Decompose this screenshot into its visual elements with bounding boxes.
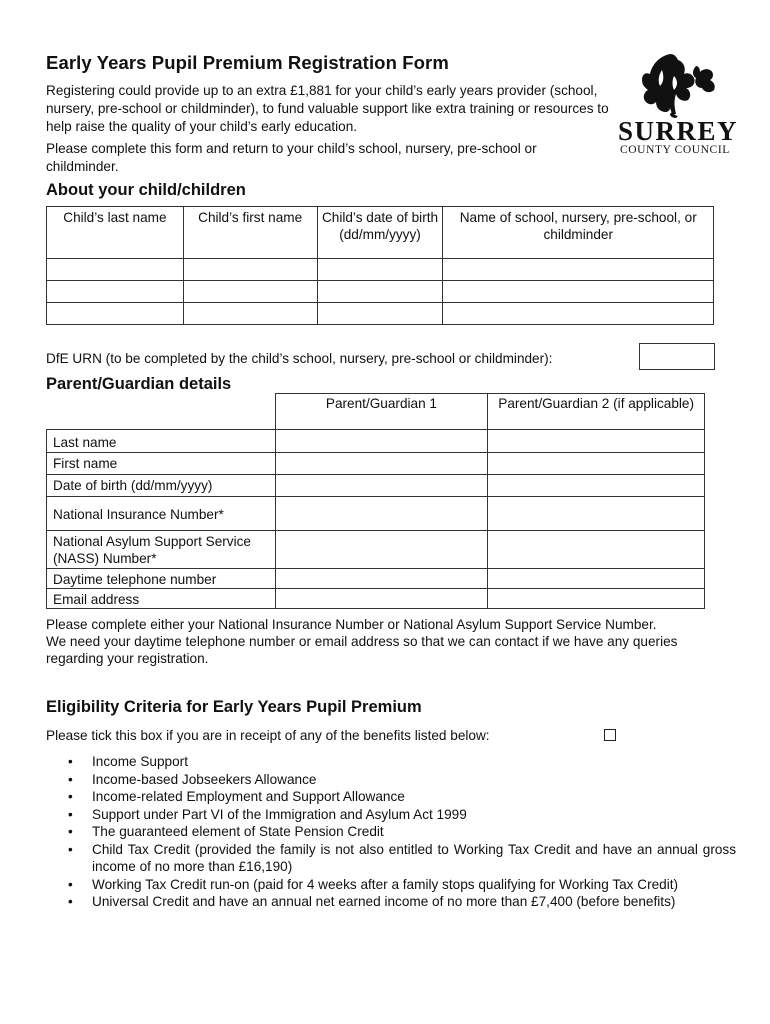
column-header: Child’s last name [47, 207, 184, 259]
list-item: • The guaranteed element of State Pension Credit [46, 823, 736, 841]
benefits-checkbox[interactable] [604, 729, 616, 741]
list-item: • Child Tax Credit (provided the family is not also entitled to Working Tax Credit and have an annual gross income of no more than £16,190) [46, 841, 736, 876]
page-title: Early Years Pupil Premium Registration Form [46, 52, 449, 73]
parent1-email-field[interactable] [275, 589, 488, 609]
child-first-name-field[interactable] [183, 281, 317, 303]
list-item: • Working Tax Credit run-on (paid for 4 weeks after a family stops qualifying for Working Tax Credit) [46, 876, 736, 894]
parent-table-header [47, 394, 705, 430]
row-label: Date of birth (dd/mm/yyyy) [47, 475, 276, 497]
eligibility-heading: Eligibility Criteria for Early Years Pupil Premium [46, 698, 422, 716]
child-provider-field[interactable] [443, 259, 714, 281]
table-row [47, 303, 714, 325]
parent2-first-name-field[interactable] [488, 453, 705, 475]
table-row [47, 569, 705, 589]
list-item: • Support under Part VI of the Immigration and Asylum Act 1999 [46, 806, 736, 824]
table-row [47, 589, 705, 609]
column-header: Name of school, nursery, pre-school, or childminder [443, 207, 714, 259]
table-row [47, 453, 705, 475]
parent2-dob-field[interactable] [488, 475, 705, 497]
parent1-nass-number-field[interactable] [275, 531, 488, 569]
row-label: National Insurance Number* [47, 497, 276, 531]
list-item: • Income-based Jobseekers Allowance [46, 771, 736, 789]
child-provider-field[interactable] [443, 281, 714, 303]
children-table-header [47, 207, 714, 259]
parent2-email-field[interactable] [488, 589, 705, 609]
table-row [47, 497, 705, 531]
parent1-first-name-field[interactable] [275, 453, 488, 475]
child-first-name-field[interactable] [183, 303, 317, 325]
parent2-nass-number-field[interactable] [488, 531, 705, 569]
column-header: Parent/Guardian 2 (if applicable) [488, 394, 705, 430]
child-last-name-field[interactable] [47, 259, 184, 281]
row-label: First name [47, 453, 276, 475]
benefits-list [46, 753, 736, 911]
children-table [46, 206, 714, 325]
child-dob-field[interactable] [317, 303, 443, 325]
child-dob-field[interactable] [317, 259, 443, 281]
urn-label: DfE URN (to be completed by the child’s school, nursery, pre-school or childminder): [46, 351, 553, 366]
column-header: Child’s date of birth (dd/mm/yyyy) [317, 207, 443, 259]
table-row [47, 531, 705, 569]
parent1-last-name-field[interactable] [275, 430, 488, 453]
parent1-ni-number-field[interactable] [275, 497, 488, 531]
child-dob-field[interactable] [317, 281, 443, 303]
parent2-ni-number-field[interactable] [488, 497, 705, 531]
contact-note: We need your daytime telephone number or email address so that we can contact if we have any queries regarding your registration. [46, 634, 678, 666]
table-row [47, 475, 705, 497]
urn-field[interactable] [639, 343, 715, 370]
intro-paragraph: Registering could provide up to an extra £1,881 for your child’s early years provider (school, nursery, pre-school or childminder), to fund valuable support like extra training or resources to help raise the quality of your child’s early education. [46, 83, 609, 134]
instructions-paragraph: Please complete this form and return to your child’s school, nursery, pre-school or childminder. [46, 141, 537, 174]
list-item: • Universal Credit and have an annual net earned income of no more than £7,400 (before benefits) [46, 893, 736, 911]
parent-table [46, 393, 705, 609]
children-section-heading: About your child/children [46, 181, 246, 199]
parent-section-heading: Parent/Guardian details [46, 375, 232, 393]
child-first-name-field[interactable] [183, 259, 317, 281]
table-row [47, 259, 714, 281]
row-label: Last name [47, 430, 276, 453]
child-provider-field[interactable] [443, 303, 714, 325]
notes [46, 616, 726, 667]
column-header: Child’s first name [183, 207, 317, 259]
parent2-last-name-field[interactable] [488, 430, 705, 453]
child-last-name-field[interactable] [47, 281, 184, 303]
table-row [47, 430, 705, 453]
child-last-name-field[interactable] [47, 303, 184, 325]
table-row [47, 281, 714, 303]
list-item: • Income-related Employment and Support Allowance [46, 788, 736, 806]
list-item: • Income Support [46, 753, 736, 771]
logo-subtitle: COUNTY COUNCIL [620, 144, 730, 156]
id-number-note: Please complete either your National Insurance Number or National Asylum Support Service Number. [46, 617, 657, 632]
row-label: Daytime telephone number [47, 569, 276, 589]
row-label: Email address [47, 589, 276, 609]
row-label: National Asylum Support Service (NASS) Number* [47, 531, 276, 569]
tick-label: Please tick this box if you are in receipt of any of the benefits listed below: [46, 728, 490, 743]
parent1-phone-field[interactable] [275, 569, 488, 589]
column-header: Parent/Guardian 1 [275, 394, 488, 430]
parent1-dob-field[interactable] [275, 475, 488, 497]
logo-name: SURREY [618, 116, 739, 146]
parent2-phone-field[interactable] [488, 569, 705, 589]
